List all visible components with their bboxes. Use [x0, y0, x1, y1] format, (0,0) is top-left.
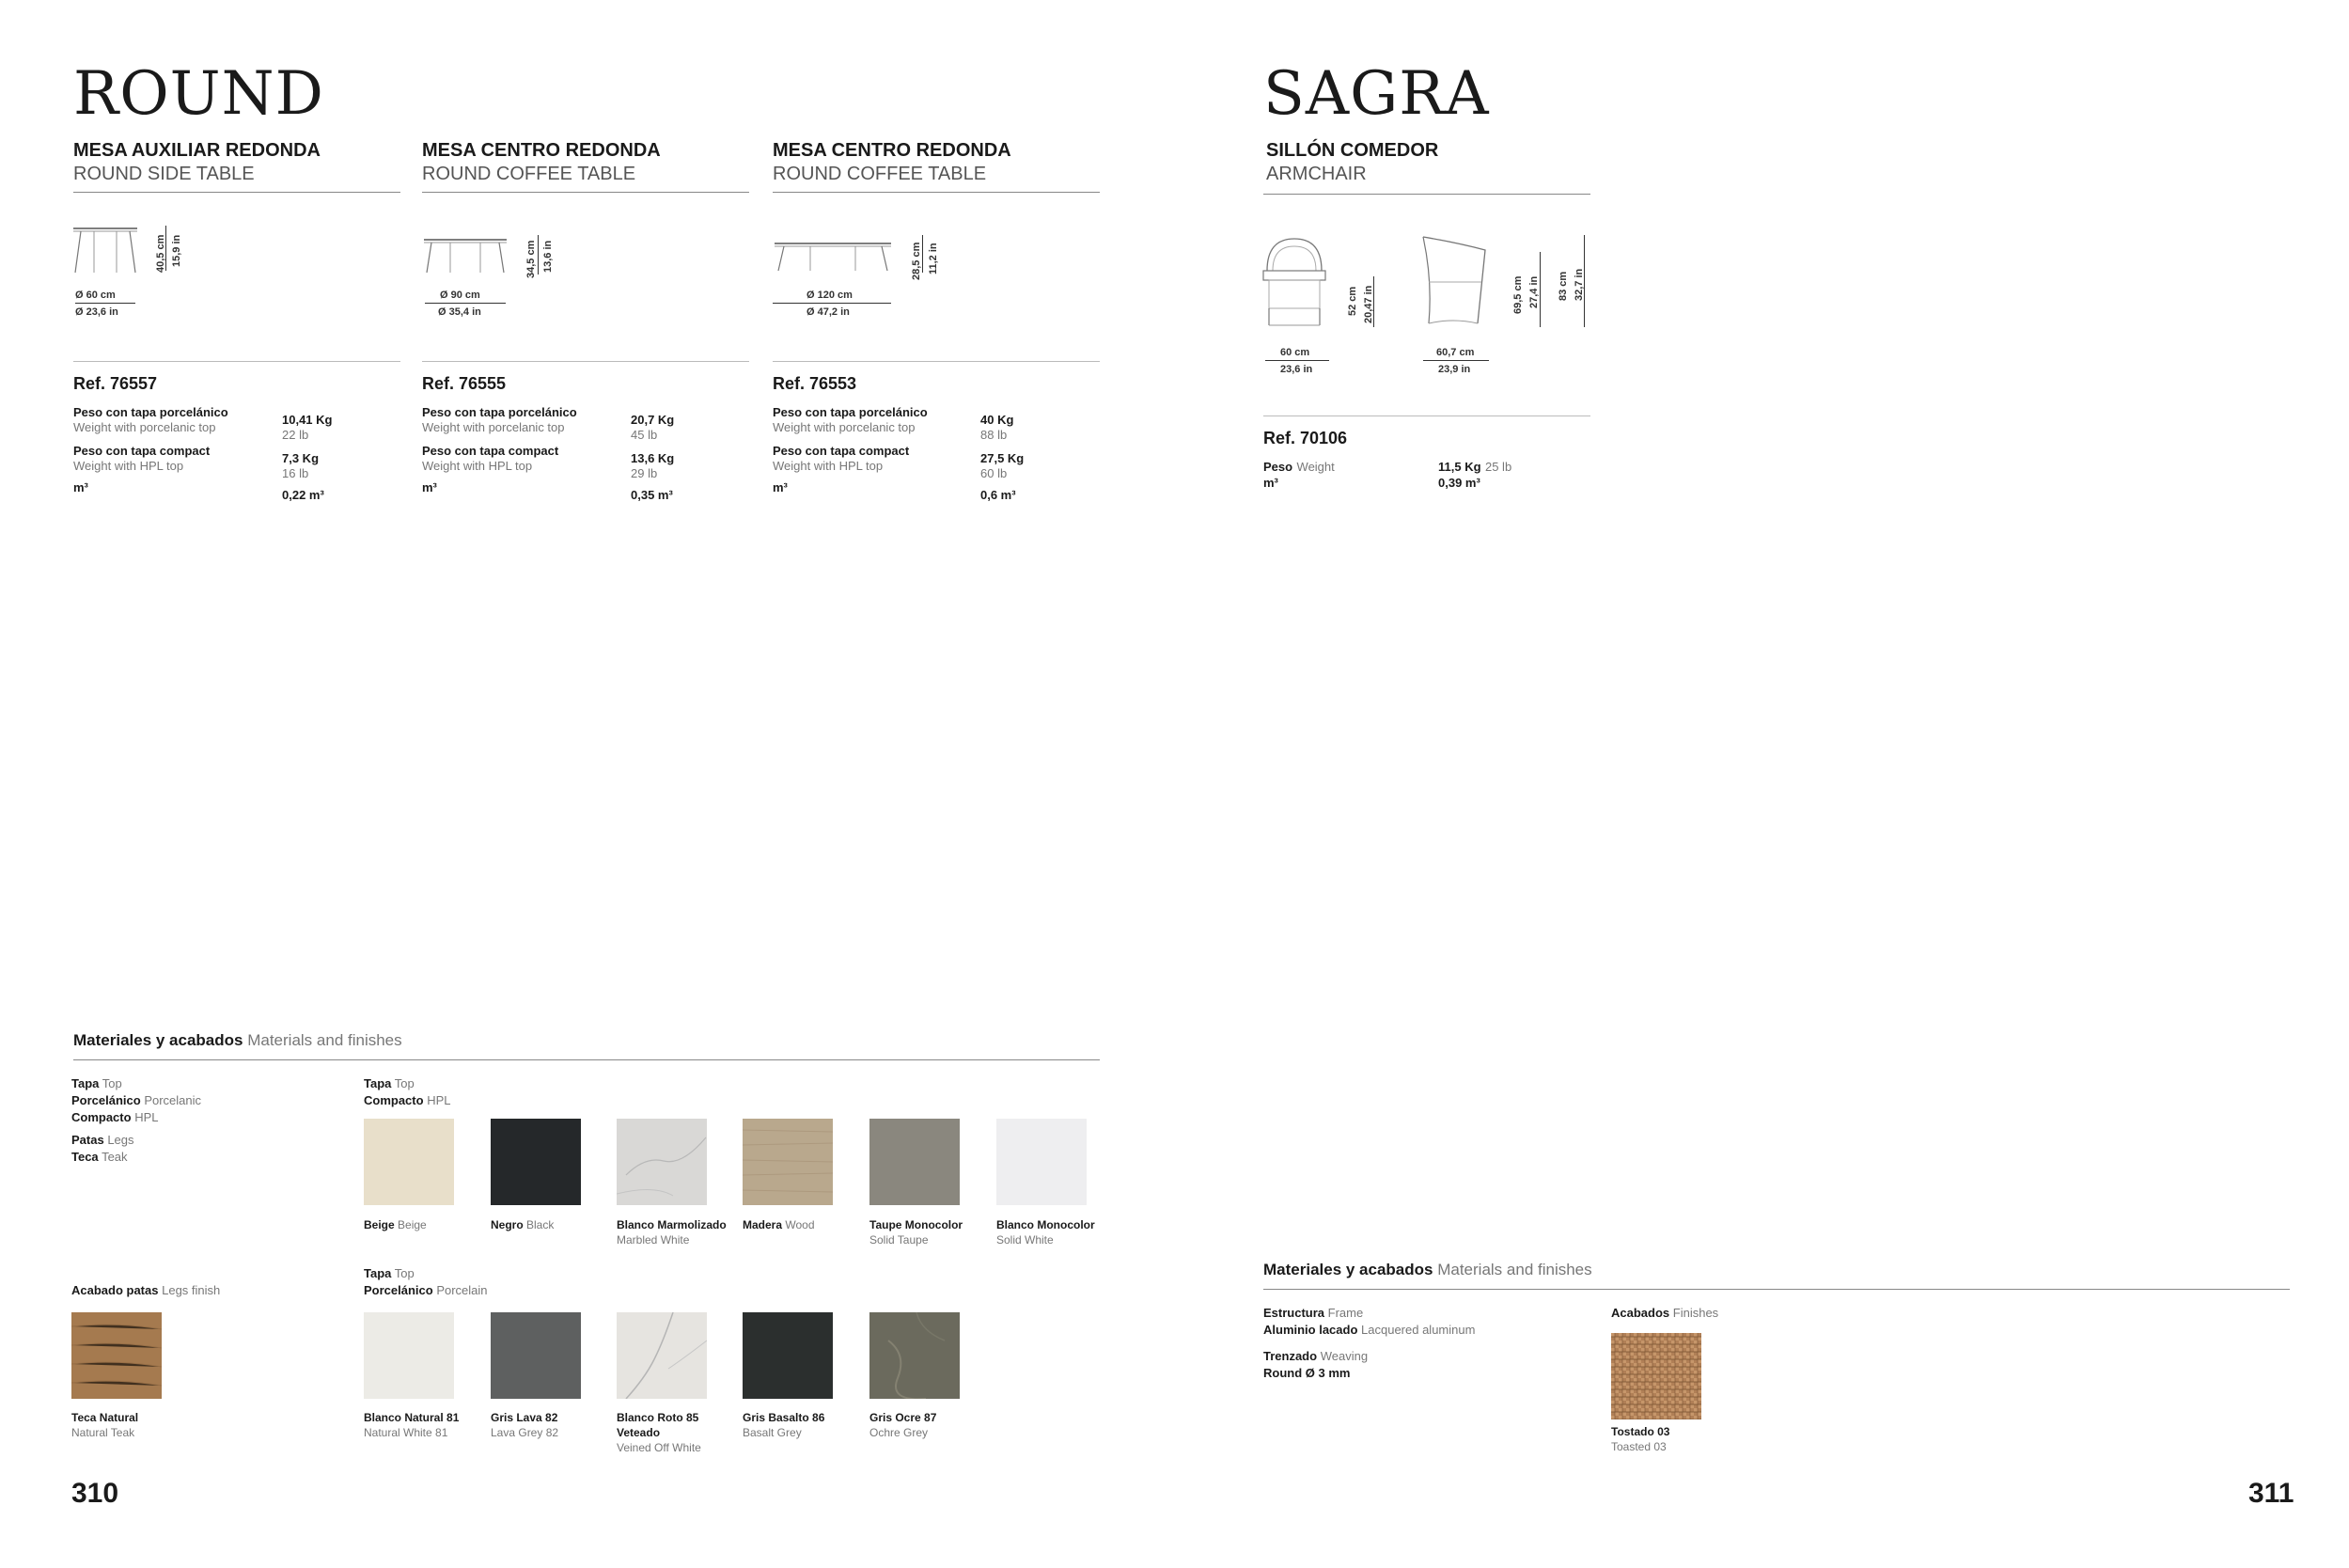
swatch-name-en: Lava Grey 82: [491, 1426, 559, 1439]
swatch-label: [491, 1217, 622, 1232]
diameter-in-label: Ø 23,6 in: [75, 306, 118, 318]
swatch-name-es: Blanco Monocolor: [996, 1218, 1095, 1231]
material-label: Tapa: [364, 1076, 392, 1090]
materials-list: [1263, 1305, 1574, 1382]
swatch-label: [491, 1410, 622, 1440]
swatch-name-en: Black: [526, 1218, 555, 1231]
material-label-en: Teak: [102, 1150, 128, 1164]
height-cm-label: 69,5 cm: [1512, 275, 1524, 314]
material-label-en: Top: [394, 1076, 415, 1090]
height-cm-label: 40,5 cm: [155, 234, 166, 273]
swatch-name-es: Gris Lava 82: [491, 1411, 558, 1424]
divider: [73, 361, 400, 362]
material-label-en: Top: [394, 1266, 415, 1280]
dimension-line: [425, 303, 506, 304]
material-label: Tapa: [71, 1076, 100, 1090]
hpl-top-heading: [364, 1075, 646, 1109]
divider: [773, 192, 1100, 193]
dimension-line: [538, 235, 539, 274]
dimension-line: [1265, 360, 1329, 361]
material-label-en: HPL: [427, 1093, 451, 1107]
product-round-side-table: [73, 139, 400, 186]
divider: [73, 192, 400, 193]
swatch-name-en: Solid Taupe: [869, 1233, 929, 1247]
swatch-label: [869, 1410, 1001, 1440]
weight-kg: 20,7 Kg: [631, 413, 675, 427]
spec-labels: [1263, 459, 1451, 491]
spec-label-en: Weight with HPL top: [773, 459, 884, 473]
swatch-name-en: Marbled White: [617, 1233, 690, 1247]
material-label-en: Porcelanic: [144, 1093, 202, 1107]
material-label-en: Weaving: [1320, 1349, 1369, 1363]
swatch-lava-grey-82[interactable]: [491, 1312, 581, 1399]
material-label-en: Frame: [1327, 1306, 1364, 1320]
product-title-es: MESA AUXILIAR REDONDA: [73, 140, 321, 161]
height-in-label: 11,2 in: [928, 243, 939, 274]
material-label: Porcelánico: [364, 1283, 433, 1297]
swatch-natural-teak[interactable]: [71, 1312, 162, 1399]
swatch-name-es: Madera: [743, 1218, 783, 1231]
swatch-name-es: Tostado 03: [1611, 1425, 1670, 1438]
material-label: Aluminio lacado: [1263, 1323, 1358, 1337]
page-number: 310: [71, 1478, 119, 1509]
height-cm-label: 83 cm: [1558, 271, 1569, 301]
swatch-natural-white-81[interactable]: [364, 1312, 454, 1399]
divider: [422, 192, 749, 193]
weight-lb: 60 lb: [980, 466, 1008, 480]
product-title-es: MESA CENTRO REDONDA: [422, 140, 661, 161]
product-armchair: [1266, 139, 1590, 186]
weight-kg: 27,5 Kg: [980, 451, 1025, 465]
weight-lb: 22 lb: [282, 428, 309, 442]
swatch-ochre-grey-87[interactable]: [869, 1312, 960, 1399]
reference-number: Ref. 76553: [773, 374, 857, 393]
spec-label-en: Weight with HPL top: [422, 459, 533, 473]
spec-label: Peso con tapa porcelánico: [773, 405, 928, 419]
height-in-label: 13,6 in: [542, 240, 554, 273]
height-in-label: 27,4 in: [1528, 275, 1540, 308]
dimension-line: [1423, 360, 1489, 361]
materials-heading: [73, 1030, 402, 1051]
swatch-label: [743, 1217, 874, 1232]
width-cm-label: 60 cm: [1280, 347, 1310, 358]
spec-label-en: Weight: [1296, 460, 1335, 474]
diameter-in-label: Ø 47,2 in: [806, 306, 850, 318]
armchair-side-drawing: [1419, 233, 1489, 329]
finishes-heading: [1611, 1305, 1846, 1322]
swatch-name-es: Blanco Natural 81: [364, 1411, 460, 1424]
product-round-coffee-table-90: [422, 139, 749, 186]
swatch-label: [617, 1410, 748, 1455]
weight-kg: 40 Kg: [980, 413, 1014, 427]
diameter-cm-label: Ø 60 cm: [75, 290, 116, 301]
swatch-label: [617, 1217, 748, 1247]
volume-label: m³: [73, 480, 88, 494]
volume-value: 0,39 m³: [1438, 476, 1480, 490]
spec-label: Peso con tapa compact: [773, 444, 910, 458]
swatch-black[interactable]: [491, 1119, 581, 1205]
spec-label-en: Weight with porcelanic top: [773, 420, 916, 434]
spec-label: Peso con tapa porcelánico: [422, 405, 577, 419]
material-label-en: Legs: [107, 1133, 134, 1147]
swatch-name-en: Natural Teak: [71, 1426, 135, 1439]
spec-label: Peso: [1263, 460, 1293, 474]
weight-kg: 11,5 Kg: [1438, 460, 1481, 474]
materials-heading-en: Materials and finishes: [1437, 1261, 1592, 1278]
brand-title-sagra: SAGRA: [1263, 59, 1490, 129]
volume-value: 0,6 m³: [980, 488, 1016, 502]
material-label-en: Porcelain: [436, 1283, 488, 1297]
swatch-name-en: Veined Off White: [617, 1441, 701, 1454]
swatch-name-es: Taupe Monocolor: [869, 1218, 963, 1231]
height-cm-label: 34,5 cm: [525, 240, 537, 278]
volume-label: m³: [1263, 476, 1278, 490]
coffee-table-120-drawing: [773, 241, 893, 274]
material-label: Acabado patas: [71, 1283, 159, 1297]
spec-values: [1438, 459, 1589, 491]
brand-title-round: ROUND: [73, 59, 324, 129]
reference-number: Ref. 76557: [73, 374, 158, 393]
swatch-toasted-03[interactable]: [1611, 1333, 1701, 1419]
material-label-en: Top: [102, 1076, 122, 1090]
coffee-table-90-drawing: [422, 237, 509, 276]
swatch-name-es: Gris Basalto 86: [743, 1411, 825, 1424]
material-label-en: HPL: [134, 1110, 159, 1124]
swatch-name-en: Toasted 03: [1611, 1440, 1667, 1453]
volume-label: m³: [773, 480, 788, 494]
dimension-line: [75, 303, 135, 304]
material-label: Trenzado: [1263, 1349, 1318, 1363]
materials-heading-en: Materials and finishes: [247, 1031, 402, 1049]
swatch-label: [71, 1410, 203, 1440]
swatch-label: [364, 1410, 495, 1440]
height-in-label: 15,9 in: [171, 234, 182, 267]
materials-heading: [1263, 1260, 1592, 1280]
product-round-coffee-table-120: [773, 139, 1100, 186]
spec-values: [631, 413, 744, 503]
swatch-label: [869, 1217, 1001, 1247]
volume-label: m³: [422, 480, 437, 494]
dimension-line: [773, 303, 891, 304]
weight-lb: 45 lb: [631, 428, 658, 442]
weight-lb: 88 lb: [980, 428, 1008, 442]
materials-heading-es: Materiales y acabados: [73, 1031, 243, 1049]
swatch-veined-off-white-85[interactable]: [617, 1312, 707, 1399]
side-table-drawing: [71, 226, 139, 278]
porcelain-top-heading: [364, 1265, 646, 1299]
weight-lb: 29 lb: [631, 466, 658, 480]
swatch-label: [1611, 1424, 1743, 1454]
diameter-cm-label: Ø 90 cm: [440, 290, 480, 301]
height-cm-label: 28,5 cm: [911, 242, 922, 280]
swatch-solid-taupe[interactable]: [869, 1119, 960, 1205]
material-label-en: Lacquered aluminum: [1361, 1323, 1476, 1337]
divider: [422, 361, 749, 362]
spec-labels: [422, 405, 619, 495]
materials-list: [71, 1075, 335, 1166]
divider: [1263, 194, 1590, 195]
swatch-label: [743, 1410, 874, 1440]
material-label: Round Ø 3 mm: [1263, 1366, 1351, 1380]
swatch-name-en: Wood: [785, 1218, 815, 1231]
swatch-name-en: Natural White 81: [364, 1426, 448, 1439]
swatch-wood[interactable]: [743, 1119, 833, 1205]
spec-label-en: Weight with HPL top: [73, 459, 184, 473]
weight-kg: 13,6 Kg: [631, 451, 675, 465]
height-cm-label: 52 cm: [1347, 286, 1358, 316]
height-in-label: 32,7 in: [1574, 268, 1585, 301]
weight-lb: 25 lb: [1484, 460, 1512, 474]
spec-labels: [73, 405, 271, 495]
material-label: Acabados: [1611, 1306, 1670, 1320]
materials-heading-es: Materiales y acabados: [1263, 1261, 1433, 1278]
spec-labels: [773, 405, 970, 495]
swatch-name-es: Gris Ocre 87: [869, 1411, 937, 1424]
swatch-name-es: Negro: [491, 1218, 524, 1231]
material-label: Estructura: [1263, 1306, 1325, 1320]
swatch-name-en: Ochre Grey: [869, 1426, 929, 1439]
swatch-name-en: Basalt Grey: [743, 1426, 802, 1439]
height-in-label: 20,47 in: [1363, 285, 1374, 323]
swatch-name-es: Blanco Roto 85: [617, 1411, 699, 1424]
material-label: Compacto: [364, 1093, 424, 1107]
legs-finish-heading: [71, 1282, 353, 1299]
armchair-front-drawing: [1260, 233, 1329, 329]
swatch-name-es: Beige: [364, 1218, 395, 1231]
divider: [773, 361, 1100, 362]
spec-label-en: Weight with porcelanic top: [422, 420, 565, 434]
material-label: Compacto: [71, 1110, 132, 1124]
divider: [73, 1059, 1100, 1060]
spec-label: Peso con tapa compact: [422, 444, 559, 458]
swatch-basalt-grey-86[interactable]: [743, 1312, 833, 1399]
swatch-name-es: Veteado: [617, 1426, 661, 1439]
volume-value: 0,35 m³: [631, 488, 673, 502]
swatch-solid-white[interactable]: [996, 1119, 1087, 1205]
width-cm-label: 60,7 cm: [1436, 347, 1475, 358]
spec-label: Peso con tapa porcelánico: [73, 405, 228, 419]
swatch-marbled-white[interactable]: [617, 1119, 707, 1205]
width-in-label: 23,6 in: [1280, 364, 1313, 375]
material-label: Porcelánico: [71, 1093, 141, 1107]
material-label: Patas: [71, 1133, 104, 1147]
weight-lb: 16 lb: [282, 466, 309, 480]
product-title-es: MESA CENTRO REDONDA: [773, 140, 1011, 161]
product-title-en: ROUND COFFEE TABLE: [773, 164, 987, 184]
page-number: 311: [2248, 1478, 2294, 1509]
material-label-en: Finishes: [1672, 1306, 1719, 1320]
width-in-label: 23,9 in: [1438, 364, 1471, 375]
weight-kg: 7,3 Kg: [282, 451, 320, 465]
swatch-name-en: Beige: [398, 1218, 427, 1231]
volume-value: 0,22 m³: [282, 488, 324, 502]
divider: [1263, 1289, 2290, 1290]
swatch-label: [364, 1217, 495, 1232]
swatch-name-es: Blanco Marmolizado: [617, 1218, 727, 1231]
diameter-cm-label: Ø 120 cm: [806, 290, 853, 301]
diameter-in-label: Ø 35,4 in: [438, 306, 481, 318]
material-label-en: Legs finish: [162, 1283, 221, 1297]
reference-number: Ref. 76555: [422, 374, 507, 393]
product-title-en: ARMCHAIR: [1266, 164, 1367, 184]
swatch-name-en: Solid White: [996, 1233, 1054, 1247]
material-label: Teca: [71, 1150, 99, 1164]
spec-label: Peso con tapa compact: [73, 444, 211, 458]
weight-kg: 10,41 Kg: [282, 413, 333, 427]
product-title-es: SILLÓN COMEDOR: [1266, 140, 1439, 161]
swatch-label: [996, 1217, 1128, 1247]
spec-label-en: Weight with porcelanic top: [73, 420, 216, 434]
product-title-en: ROUND SIDE TABLE: [73, 164, 255, 184]
material-label: Tapa: [364, 1266, 392, 1280]
reference-number: Ref. 70106: [1263, 429, 1348, 447]
product-title-en: ROUND COFFEE TABLE: [422, 164, 636, 184]
swatch-beige[interactable]: [364, 1119, 454, 1205]
spec-values: [980, 413, 1093, 503]
spec-values: [282, 413, 395, 503]
swatch-name-es: Teca Natural: [71, 1411, 139, 1424]
